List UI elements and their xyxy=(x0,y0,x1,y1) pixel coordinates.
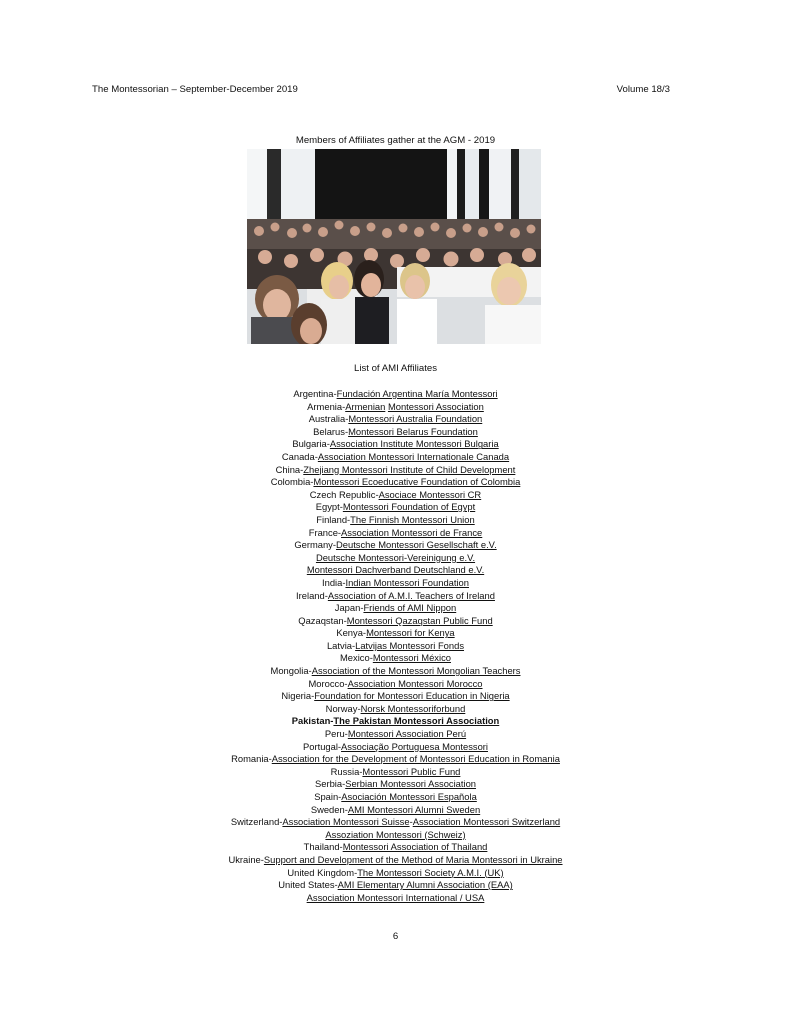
affiliate-link[interactable]: Montessori México xyxy=(372,652,451,664)
affiliate-item xyxy=(0,514,791,527)
affiliate-link[interactable]: Montessori Public Fund xyxy=(362,765,461,777)
affiliate-link[interactable]: Montessori Dachverband Deutschland e.V. xyxy=(306,564,485,576)
affiliate-link[interactable]: Montessori Qazaqstan Public Fund xyxy=(346,614,493,626)
affiliate-link[interactable]: Deutsche Montessori-Vereinigung e.V. xyxy=(315,551,476,563)
affiliate-item xyxy=(0,652,791,665)
affiliate-country: Latvia- xyxy=(326,639,356,651)
affiliate-item xyxy=(0,451,791,464)
affiliate-item xyxy=(0,715,791,728)
affiliate-link[interactable]: Association of A.M.I. Teachers of Ireland xyxy=(327,589,495,601)
affiliate-country: Ukraine- xyxy=(228,853,264,865)
affiliate-item xyxy=(0,413,791,426)
affiliate-link[interactable]: Asociación Montessori Española xyxy=(341,791,477,802)
affiliate-country: Sweden- xyxy=(310,803,348,815)
affiliate-link[interactable]: Norsk Montessoriforbund xyxy=(360,702,466,714)
affiliate-link[interactable]: Montessori Ecoeducative Foundation of Colombia xyxy=(313,476,521,488)
affiliate-link[interactable]: Association for the Development of Montessori Education in Romania xyxy=(271,753,560,765)
affiliate-country: Romania- xyxy=(231,753,272,765)
affiliate-item xyxy=(0,867,791,880)
affiliate-link[interactable]: Association Institute Montessori Bulgaria xyxy=(329,438,499,450)
affiliate-country: Portugal- xyxy=(303,740,342,752)
affiliate-link[interactable]: Association Montessori Morocco xyxy=(347,677,483,689)
affiliate-link[interactable]: Association of the Montessori Mongolian Teachers xyxy=(311,665,521,677)
affiliate-item xyxy=(0,778,791,791)
affiliate-country: Norway- xyxy=(325,702,361,714)
affiliate-link[interactable]: Montessori Australia Foundation xyxy=(348,413,483,425)
affiliate-country: Egypt- xyxy=(315,501,343,513)
affiliate-link[interactable]: The Montessori Society A.M.I. (UK) xyxy=(357,866,504,878)
affiliate-country: Germany- xyxy=(294,539,336,551)
affiliate-country: United Kingdom- xyxy=(287,866,358,878)
affiliate-link[interactable]: Armenian xyxy=(345,400,386,412)
affiliate-item xyxy=(0,703,791,716)
affiliate-item xyxy=(0,854,791,867)
affiliate-country: Mexico- xyxy=(340,652,373,664)
affiliate-link[interactable]: Foundation for Montessori Education in Nigeria xyxy=(314,690,510,702)
affiliate-link[interactable]: AMI Elementary Alumni Association (EAA) xyxy=(337,879,513,891)
affiliate-country: Czech Republic- xyxy=(309,488,379,500)
affiliate-item xyxy=(0,841,791,854)
affiliate-item xyxy=(0,627,791,640)
affiliate-country: Armenia- xyxy=(307,400,346,412)
affiliate-country: Mongolia- xyxy=(270,665,312,677)
running-header-volume: Volume 18/3 xyxy=(616,84,670,95)
affiliate-link[interactable]: Assoziation Montessori (Schweiz) xyxy=(325,828,466,840)
affiliate-item xyxy=(0,766,791,779)
affiliate-country: Australia- xyxy=(308,413,349,425)
affiliate-link[interactable]: Montessori Association xyxy=(387,400,484,412)
photo-caption: Members of Affiliates gather at the AGM - 2019 xyxy=(295,135,496,146)
affiliate-item xyxy=(0,804,791,817)
affiliate-item xyxy=(0,816,791,829)
affiliate-country: China- xyxy=(275,463,304,475)
affiliate-item xyxy=(0,552,791,565)
affiliate-link[interactable]: Montessori Belarus Foundation xyxy=(348,425,478,437)
affiliate-link[interactable]: Association Montessori de France xyxy=(341,526,483,538)
affiliate-item xyxy=(0,615,791,628)
affiliate-link[interactable]: Association Montessori Switzerland xyxy=(412,816,561,828)
affiliate-link[interactable]: Associação Portuguesa Montessori xyxy=(341,740,488,752)
affiliate-link[interactable]: Montessori Association Perú xyxy=(347,728,467,740)
agm-photo xyxy=(247,149,541,344)
affiliate-link[interactable]: Association Montessori Suisse xyxy=(282,816,410,828)
affiliate-country: Serbia- xyxy=(314,778,346,790)
affiliates-list-title: List of AMI Affiliates xyxy=(353,363,437,374)
affiliate-country: Belarus- xyxy=(313,425,349,437)
affiliate-link[interactable]: Deutsche Montessori Gesellschaft e.V. xyxy=(336,539,497,551)
affiliate-country: France- xyxy=(308,526,342,538)
affiliate-item xyxy=(0,539,791,552)
affiliate-country: United States- xyxy=(278,879,338,891)
affiliate-link[interactable]: Latvijas Montessori Fonds xyxy=(355,639,465,651)
affiliate-country: Argentina- xyxy=(293,388,337,399)
affiliate-country: Russia- xyxy=(330,765,363,777)
affiliate-item xyxy=(0,564,791,577)
page-number: 6 xyxy=(392,931,399,942)
affiliate-item xyxy=(0,577,791,590)
affiliate-country: Morocco- xyxy=(308,677,348,689)
affiliate-link[interactable]: Support and Development of the Method of Maria Montessori in Ukraine xyxy=(263,853,563,865)
affiliate-item xyxy=(0,388,791,401)
affiliate-country: Colombia- xyxy=(270,476,314,488)
affiliate-country: Spain- xyxy=(314,791,342,802)
affiliate-separator: - xyxy=(409,816,413,828)
affiliate-item xyxy=(0,476,791,489)
affiliate-country: Ireland- xyxy=(296,589,328,601)
affiliate-country: Qazaqstan- xyxy=(298,614,347,626)
affiliate-link[interactable]: Association Montessori Internationale Canada xyxy=(317,450,510,462)
affiliate-link[interactable]: Indian Montessori Foundation xyxy=(345,576,469,588)
affiliate-link[interactable]: Montessori Association of Thailand xyxy=(342,841,488,853)
affiliate-link[interactable]: AMI Montessori Alumni Sweden xyxy=(347,803,481,815)
affiliate-item xyxy=(0,602,791,615)
affiliate-link[interactable]: Friends of AMI Nippon xyxy=(363,602,457,614)
affiliate-item xyxy=(0,640,791,653)
affiliate-item xyxy=(0,829,791,842)
affiliate-link[interactable]: The Finnish Montessori Union xyxy=(350,513,475,525)
affiliate-item xyxy=(0,489,791,502)
affiliate-item xyxy=(0,401,791,414)
affiliate-country: Peru- xyxy=(324,728,348,740)
affiliate-item xyxy=(0,728,791,741)
affiliate-item xyxy=(0,892,791,905)
affiliate-link[interactable]: Zhejiang Montessori Institute of Child Development xyxy=(303,463,516,475)
affiliate-item xyxy=(0,753,791,766)
affiliate-link[interactable]: Asociace Montessori CR xyxy=(378,488,482,500)
affiliate-country: Finland- xyxy=(316,513,351,525)
affiliate-country: India- xyxy=(322,576,346,588)
affiliate-country: Kenya- xyxy=(336,627,367,639)
affiliate-country: Japan- xyxy=(334,602,364,614)
affiliate-item xyxy=(0,501,791,514)
affiliate-item xyxy=(0,678,791,691)
agm-photo-illustration xyxy=(247,149,541,344)
affiliate-item xyxy=(0,879,791,892)
affiliate-country: Bulgaria- xyxy=(292,438,330,450)
affiliate-item xyxy=(0,791,791,804)
affiliate-link[interactable]: Montessori Foundation of Egypt xyxy=(342,501,476,513)
affiliate-item xyxy=(0,464,791,477)
affiliate-country: Nigeria- xyxy=(281,690,315,702)
running-header-title: The Montessorian – September-December 2019 xyxy=(92,84,298,95)
affiliate-country: Pakistan- xyxy=(291,715,334,727)
affiliate-link[interactable]: Montessori for Kenya xyxy=(366,627,455,639)
affiliate-link[interactable]: The Pakistan Montessori Association xyxy=(333,715,500,727)
affiliate-link[interactable]: Serbian Montessori Association xyxy=(345,778,477,790)
affiliate-link[interactable]: Association Montessori International / USA xyxy=(306,891,485,903)
affiliate-link[interactable]: Fundación Argentina María Montessori xyxy=(336,388,498,399)
affiliate-item xyxy=(0,527,791,540)
affiliate-country: Thailand- xyxy=(303,841,343,853)
affiliate-item xyxy=(0,741,791,754)
affiliate-item xyxy=(0,690,791,703)
affiliate-country: Canada- xyxy=(281,450,318,462)
affiliate-item xyxy=(0,665,791,678)
affiliate-country: Switzerland- xyxy=(230,816,283,828)
affiliate-item xyxy=(0,438,791,451)
affiliate-item xyxy=(0,590,791,603)
affiliate-item xyxy=(0,426,791,439)
affiliates-list xyxy=(0,388,791,904)
